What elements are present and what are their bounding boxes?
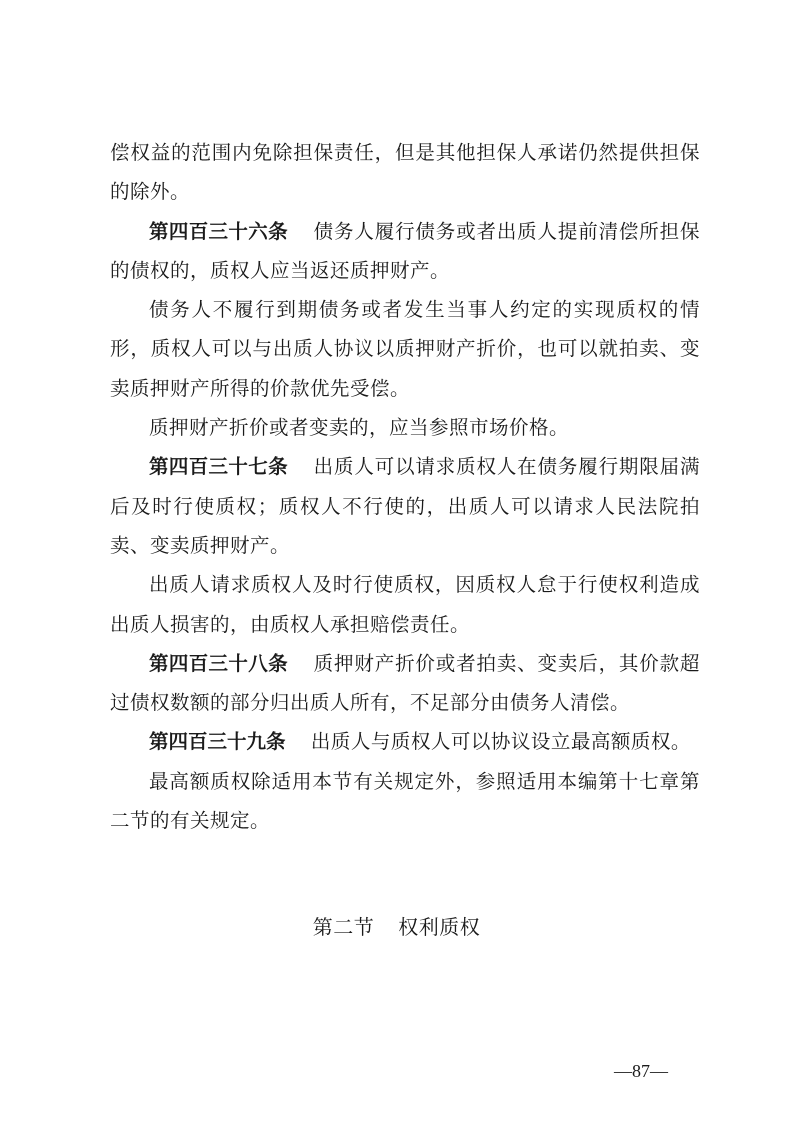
paragraph-text: 最高额质权除适用本节有关规定外，参照适用本编第十七章第二节的有关规定。 [110,769,700,833]
article-text: 债务人履行债务或者出质人提前清偿所担保的债权的，质权人应当返还质押财产。 [110,219,700,282]
article-436 [110,212,700,291]
paragraph-text: 偿权益的范围内免除担保责任，但是其他担保人承诺仍然提供担保的除外。 [110,141,700,204]
article-text: 质押财产折价或者拍卖、变卖后，其价款超过债权数额的部分归出质人所有，不足部分由债务人清偿。 [110,651,700,715]
section-title: 权利质权 [398,915,481,939]
article-number: 第四百三十七条 [149,455,288,479]
paragraph-text: 出质人请求质权人及时行使质权，因质权人怠于行使权利造成出质人损害的，由质权人承担赔偿责任。 [110,573,700,636]
paragraph-continuation [110,133,700,212]
paragraph [110,565,700,644]
article-text: 出质人可以请求质权人在债务履行期限届满后及时行使质权；质权人不行使的，出质人可以请求人民法院拍卖、变卖质押财产。 [110,455,700,557]
article-439 [110,722,700,761]
paragraph [110,290,700,408]
article-438 [110,644,700,723]
body-text [110,133,700,840]
article-number: 第四百三十六条 [149,219,288,243]
section-heading [0,912,793,942]
section-number: 第二节 [312,915,375,939]
paragraph [110,408,700,447]
article-437 [110,447,700,565]
page-number: —87— [614,1061,668,1081]
paragraph-text: 质押财产折价或者变卖的，应当参照市场价格。 [149,416,570,440]
article-number: 第四百三十九条 [149,730,286,754]
paragraph [110,762,700,841]
article-number: 第四百三十八条 [149,651,288,675]
article-text: 出质人与质权人可以协议设立最高额质权。 [310,730,691,754]
paragraph-text: 债务人不履行到期债务或者发生当事人约定的实现质权的情形，质权人可以与出质人协议以质押财产折价，也可以就拍卖、变卖质押财产所得的价款优先受偿。 [110,298,700,400]
